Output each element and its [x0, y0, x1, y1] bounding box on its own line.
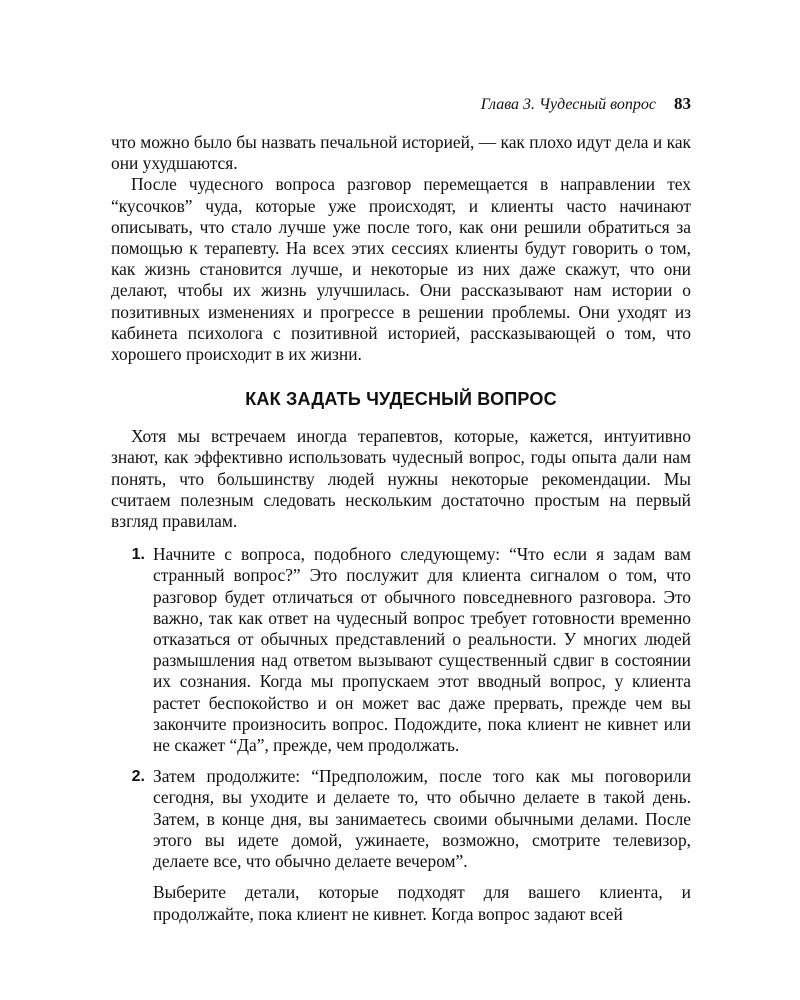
- section-intro: Хотя мы встречаем иногда терапевтов, которые, кажется, интуитивно знают, как эффективно использовать чудесный вопрос, годы опыта дали нам понять, что большинству людей нужны некоторые рекомендации. Мы считаем полезным следовать нескольким достаточно простым на первый взгляд правилам.: [111, 426, 691, 532]
- page-number: 83: [674, 94, 691, 113]
- list-continuation-paragraph: Выберите детали, которые подходят для вашего клиента, и продолжайте, пока клиент не кивнет. Когда вопрос задают всей: [153, 882, 691, 924]
- list-item-number: 1.: [131, 546, 145, 564]
- list-item: [111, 766, 691, 872]
- list-item-text: Затем продолжите: “Предположим, после того как мы поговорили сегодня, вы уходите и делаете то, что обычно делаете в такой день. Затем, в конце дня, вы занимаетесь своими обычными делами. После этого вы идете домой, ужинаете, возможно, смотрите телевизор, делаете все, что обычно делаете вечером”.: [153, 766, 691, 872]
- paragraph: После чудесного вопроса разговор перемещается в направлении тех “кусочков” чуда, которые уже происходят, и клиенты часто начинают описывать, что стало лучше уже после того, как они решили обратиться за помощью к терапевту. На всех этих сессиях клиенты будут говорить о том, как жизнь становится лучше, и некоторые из них даже скажут, что они делают, чтобы их жизнь улучшилась. Они рассказывают нам истории о позитивных изменениях и прогрессе в решении проблемы. Они уходят из кабинета психолога с позитивной историей, рассказывающей о том, что хорошего происходит в их жизни.: [111, 174, 691, 365]
- paragraph-continued: что можно было бы назвать печальной историей, — как плохо идут дела и как они ухудшаются.: [111, 132, 691, 174]
- list-item: [111, 544, 691, 756]
- chapter-title: Глава 3. Чудесный вопрос: [480, 96, 656, 113]
- list-item-number: 2.: [131, 768, 145, 786]
- book-page: [111, 94, 691, 925]
- list-item-text: Начните с вопроса, подобного следующему: “Что если я задам вам странный вопрос?” Это послужит для клиента сигналом о том, что разговор будет отличаться от обычного повседневного разговора. Это важно, так как ответ на чудесный вопрос требует готовности временно отказаться от обычных представлений о реальности. У многих людей размышления над ответом вызывают существенный сдвиг в состоянии их сознания. Когда мы пропускаем этот вводный вопрос, у клиента растет беспокойство и он может вас даже прервать, прежде чем вы закончите произносить вопрос. Подождите, пока клиент не кивнет или не скажет “Да”, прежде, чем продолжать.: [153, 544, 691, 756]
- section-heading: КАК ЗАДАТЬ ЧУДЕСНЫЙ ВОПРОС: [245, 389, 557, 410]
- numbered-list: [111, 544, 691, 872]
- running-header: [111, 94, 691, 122]
